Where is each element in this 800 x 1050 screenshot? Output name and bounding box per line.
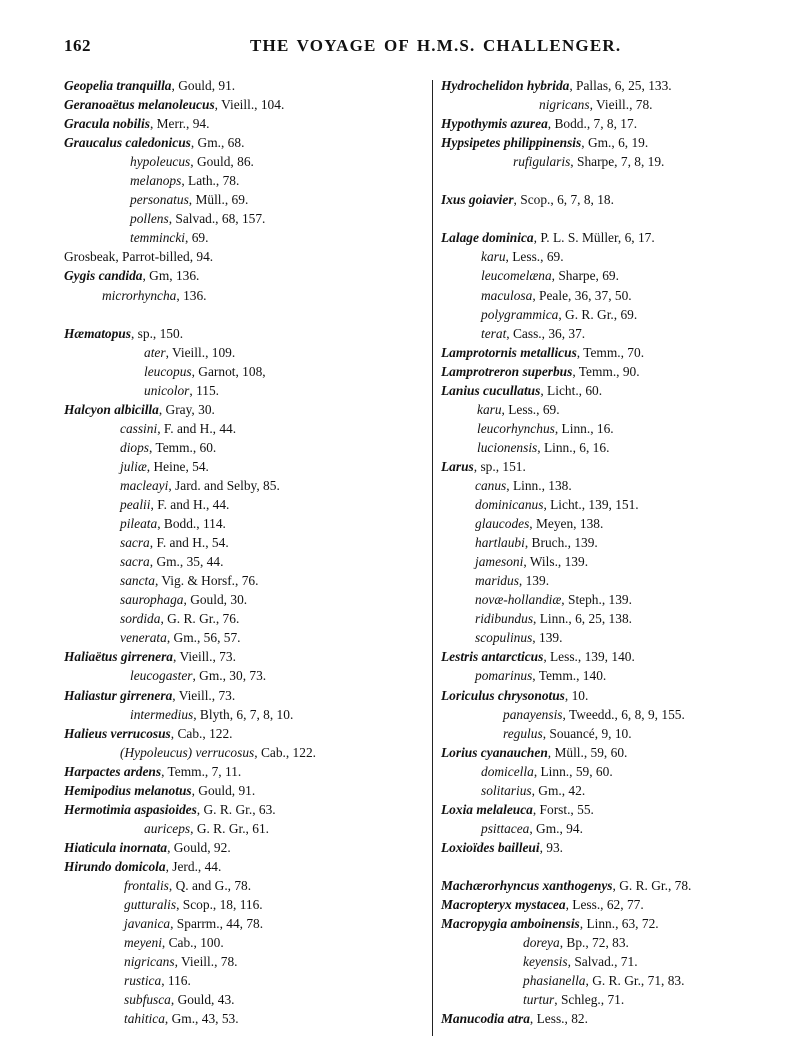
index-species-name: terat [481, 325, 507, 341]
index-species-name: rufigularis [513, 154, 571, 170]
index-entry [441, 990, 791, 1009]
index-citation: , Vieill., 73. [172, 687, 236, 703]
index-entry [64, 895, 434, 914]
index-species-name: diops [120, 439, 150, 455]
index-citation: , Scop., 6, 7, 8, 18. [513, 192, 614, 208]
index-entry [441, 1009, 791, 1028]
index-species-name: pileata [120, 516, 158, 532]
index-species-name: nigricans [124, 954, 175, 970]
index-entry [441, 952, 791, 971]
index-entry [64, 266, 434, 285]
index-citation: , Garnot, 108, [191, 363, 266, 379]
index-citation: , Cab., 122. [170, 725, 233, 741]
index-citation: , Vieill., 109. [165, 344, 236, 360]
index-entry [64, 552, 434, 571]
index-entry [64, 228, 434, 247]
index-citation: , Jard. and Selby, 85. [168, 477, 280, 493]
index-species-name: ridibundus [475, 611, 534, 627]
index-species-name: jamesoni [475, 554, 524, 570]
index-spacer [441, 209, 791, 228]
index-citation: , G. R. Gr., 71, 83. [585, 973, 685, 989]
index-species-name: turtur [523, 992, 555, 1008]
index-species-name: sacra [120, 554, 150, 570]
index-entry [64, 114, 434, 133]
index-entry [64, 686, 434, 705]
index-entry [441, 495, 791, 514]
index-citation: , Vig. & Horsf., 76. [154, 573, 259, 589]
index-subgenus-name: (Hypoleucus) verrucosus [120, 744, 255, 760]
index-spacer [441, 171, 791, 190]
index-entry [64, 914, 434, 933]
index-entry [441, 76, 791, 95]
index-citation: , Steph., 139. [561, 592, 632, 608]
index-citation: , Gray, 30. [158, 401, 215, 417]
index-species-name: leucomelæna [481, 268, 552, 284]
index-citation: , Tweedd., 6, 8, 9, 155. [562, 706, 685, 722]
index-entry [64, 495, 434, 514]
index-citation: , Scop., 18, 116. [176, 897, 263, 913]
index-species-name: karu [477, 401, 502, 417]
index-entry [64, 514, 434, 533]
index-genus-name: Lalage dominica [441, 230, 534, 246]
index-entry [441, 609, 791, 628]
index-citation: , Gould, 30. [183, 592, 248, 608]
index-citation: , Bp., 72, 83. [559, 935, 629, 951]
index-species-name: doreya [523, 935, 560, 951]
index-entry [64, 247, 434, 266]
index-genus-name: Larus [441, 458, 474, 474]
index-species-name: macleayi [120, 477, 169, 493]
index-entry [64, 533, 434, 552]
index-entry [64, 171, 434, 190]
index-citation: , Gould, 91. [191, 782, 256, 798]
index-citation: , Gm., 6, 19. [581, 135, 649, 151]
index-species-name: domicella [481, 763, 534, 779]
index-species-name: polygrammica [481, 306, 559, 322]
index-common-name: Grosbeak, Parrot-billed, 94. [64, 249, 214, 265]
index-citation: , Vieill., 78. [174, 954, 238, 970]
index-species-name: maridus [475, 573, 519, 589]
index-column-left [64, 76, 434, 1028]
index-citation: , G. R. Gr., 78. [612, 877, 692, 893]
index-citation: , 116. [161, 973, 191, 989]
index-entry [64, 952, 434, 971]
index-citation: , Pallas, 6, 25, 133. [569, 78, 672, 93]
index-citation: , Vieill., 78. [589, 97, 653, 113]
index-citation: , Linn., 16. [554, 420, 614, 436]
page-number: 162 [64, 36, 91, 55]
index-entry [64, 800, 434, 819]
index-species-name: novæ-hollandiæ [475, 592, 562, 608]
index-entry [441, 552, 791, 571]
index-species-name: sancta [120, 573, 155, 589]
index-genus-name: Ixus goiavier [441, 192, 514, 208]
index-entry [441, 819, 791, 838]
index-genus-name: Lamprotreron superbus [441, 363, 573, 379]
index-species-name: microrhyncha [102, 287, 177, 303]
index-species-name: subfusca [124, 992, 171, 1008]
index-citation: , Salvad., 71. [567, 954, 638, 970]
index-citation: , 10. [564, 687, 589, 703]
index-genus-name: Loxioïdes bailleui [441, 839, 540, 855]
index-genus-name: Hirundo domicola [64, 858, 166, 874]
index-entry [441, 590, 791, 609]
index-species-name: unicolor [144, 382, 190, 398]
index-entry [441, 533, 791, 552]
index-species-name: phasianella [523, 973, 586, 989]
index-species-name: psittacea [481, 820, 530, 836]
index-citation: , Less., 62, 77. [565, 897, 644, 913]
index-species-name: dominicanus [475, 497, 544, 513]
index-entry [64, 1009, 434, 1028]
index-spacer [441, 857, 791, 876]
index-species-name: nigricans [539, 97, 590, 113]
index-entry [441, 247, 791, 266]
index-citation: , F. and H., 44. [157, 420, 237, 436]
index-genus-name: Loriculus chrysonotus [441, 687, 565, 703]
index-entry [64, 628, 434, 647]
index-citation: , Bodd., 7, 8, 17. [547, 116, 638, 132]
index-species-name: javanica [124, 916, 171, 932]
index-entry [64, 838, 434, 857]
index-species-name: keyensis [523, 954, 568, 970]
index-entry [441, 133, 791, 152]
index-species-name: frontalis [124, 877, 169, 893]
index-species-name: ater [144, 344, 166, 360]
index-citation: , Gm., 68. [190, 135, 245, 151]
index-entry [64, 381, 434, 400]
index-citation: , P. L. S. Müller, 6, 17. [533, 230, 655, 246]
index-species-name: melanops [130, 173, 182, 189]
index-species-name: gutturalis [124, 897, 177, 913]
index-citation: , Q. and G., 78. [168, 877, 252, 893]
index-citation: , Linn., 6, 16. [537, 439, 610, 455]
index-citation: , G. R. Gr., 63. [196, 801, 276, 817]
index-genus-name: Loxia melaleuca [441, 801, 533, 817]
index-genus-name: Hypothymis azurea [441, 116, 548, 132]
index-species-name: leucopus [144, 363, 192, 379]
index-citation: , Wils., 139. [523, 554, 589, 570]
index-species-name: rustica [124, 973, 162, 989]
index-genus-name: Hæmatopus [64, 325, 131, 341]
index-citation: , Bodd., 114. [157, 516, 226, 532]
index-citation: , 139. [532, 630, 563, 646]
index-genus-name: Gracula nobilis [64, 116, 150, 132]
index-entry [441, 705, 791, 724]
index-genus-name: Machærorhyncus xanthogenys [441, 877, 613, 893]
index-column-right [441, 76, 791, 1028]
index-citation: , Müll., 59, 60. [547, 744, 628, 760]
index-genus-name: Hypsipetes philippinensis [441, 135, 582, 151]
index-entry [441, 666, 791, 685]
index-entry [441, 114, 791, 133]
index-species-name: personatus [130, 192, 189, 208]
index-genus-name: Geranoaëtus melanoleucus [64, 97, 215, 113]
index-entry [64, 362, 434, 381]
index-species-name: leucogaster [130, 668, 193, 684]
index-citation: , Licht., 60. [540, 382, 603, 398]
index-entry [441, 933, 791, 952]
index-entry [441, 571, 791, 590]
index-citation: , 139. [518, 573, 550, 589]
index-citation: , sp., 151. [473, 458, 526, 474]
index-entry [64, 209, 434, 228]
index-citation: , 93. [539, 839, 564, 855]
index-citation: , Gould, 91. [171, 78, 236, 93]
index-genus-name: Harpactes ardens [64, 763, 162, 779]
index-citation: , Less., 139, 140. [543, 649, 635, 665]
index-species-name: sacra [120, 535, 150, 551]
index-citation: , G. R. Gr., 76. [160, 611, 240, 627]
index-species-name: venerata [120, 630, 167, 646]
index-citation: , Gm, 136. [142, 268, 200, 284]
index-entry [441, 914, 791, 933]
column-divider [432, 80, 433, 1036]
index-citation: , G. R. Gr., 69. [558, 306, 638, 322]
index-citation: , 115. [189, 382, 220, 398]
index-entry [64, 152, 434, 171]
index-entry [64, 438, 434, 457]
index-citation: , F. and H., 54. [149, 535, 229, 551]
index-species-name: pollens [130, 211, 169, 227]
index-citation: , Vieill., 73. [173, 649, 236, 665]
index-entry [441, 628, 791, 647]
index-entry [64, 400, 434, 419]
index-entry [64, 609, 434, 628]
index-spacer [64, 305, 434, 324]
running-title: THE VOYAGE OF H.M.S. CHALLENGER. [250, 36, 622, 55]
index-citation: , Gould, 92. [167, 839, 231, 855]
index-citation: , Cab., 122. [254, 744, 316, 760]
index-entry [441, 305, 791, 324]
index-citation: , Temm., 60. [149, 439, 217, 455]
index-genus-name: Hemipodius melanotus [64, 782, 192, 798]
index-citation: , Temm., 7, 11. [161, 763, 242, 779]
index-genus-name: Hiaticula inornata [64, 839, 168, 855]
index-entry [441, 686, 791, 705]
index-species-name: maculosa [481, 287, 533, 303]
index-entry [441, 438, 791, 457]
index-entry [441, 476, 791, 495]
index-genus-name: Hydrochelidon hybrida [441, 78, 570, 93]
index-genus-name: Geopelia tranquilla [64, 78, 172, 93]
index-entry [441, 419, 791, 438]
index-genus-name: Halieus verrucosus [64, 725, 171, 741]
index-entry [64, 419, 434, 438]
index-citation: , Heine, 54. [146, 458, 209, 474]
index-entry [441, 381, 791, 400]
index-entry [64, 133, 434, 152]
index-entry [64, 971, 434, 990]
index-entry [64, 76, 434, 95]
index-entry [64, 724, 434, 743]
index-entry [64, 743, 434, 762]
index-citation: , Cab., 100. [161, 935, 224, 951]
index-genus-name: Gygis candida [64, 268, 143, 284]
index-genus-name: Macropygia amboinensis [441, 916, 580, 932]
index-species-name: lucionensis [477, 439, 538, 455]
index-entry [441, 724, 791, 743]
index-entry [64, 476, 434, 495]
index-citation: , Blyth, 6, 7, 8, 10. [193, 706, 294, 722]
index-entry [441, 647, 791, 666]
index-entry [64, 876, 434, 895]
index-species-name: solitarius [481, 782, 532, 798]
index-species-name: auriceps [144, 820, 191, 836]
index-entry [441, 743, 791, 762]
index-entry [64, 990, 434, 1009]
index-citation: , Peale, 36, 37, 50. [532, 287, 632, 303]
index-entry [441, 971, 791, 990]
index-citation: , sp., 150. [130, 325, 184, 341]
index-entry [441, 781, 791, 800]
index-genus-name: Lestris antarcticus [441, 649, 544, 665]
index-species-name: karu [481, 249, 506, 265]
index-species-name: cassini [120, 420, 158, 436]
index-entry [441, 362, 791, 381]
index-entry [441, 286, 791, 305]
index-citation: , Bruch., 139. [524, 535, 598, 551]
index-citation: , Gm., 94. [529, 820, 583, 836]
index-citation: , Schleg., 71. [554, 992, 625, 1008]
index-citation: , Linn., 6, 25, 138. [533, 611, 632, 627]
index-species-name: meyeni [124, 935, 162, 951]
index-entry [64, 857, 434, 876]
index-entry [441, 895, 791, 914]
index-citation: , Linn., 59, 60. [533, 763, 613, 779]
index-entry [64, 190, 434, 209]
index-citation: , Gould, 86. [190, 154, 254, 170]
index-entry [441, 876, 791, 895]
index-citation: , Gm., 56, 57. [166, 630, 241, 646]
index-entry [64, 705, 434, 724]
index-entry [441, 324, 791, 343]
index-citation: , Souancé, 9, 10. [542, 725, 632, 741]
index-genus-name: Lorius cyanauchen [441, 744, 548, 760]
index-genus-name: Lanius cucullatus [441, 382, 541, 398]
index-citation: , Gould, 43. [170, 992, 235, 1008]
index-citation: , Forst., 55. [532, 801, 594, 817]
index-entry [441, 400, 791, 419]
index-genus-name: Halcyon albicilla [64, 401, 159, 417]
index-citation: , Gm., 35, 44. [149, 554, 224, 570]
index-species-name: leucorhynchus [477, 420, 555, 436]
index-entry [64, 933, 434, 952]
index-species-name: hartlaubi [475, 535, 525, 551]
index-genus-name: Graucalus caledonicus [64, 135, 191, 151]
index-entry [441, 838, 791, 857]
index-citation: , Jerd., 44. [165, 858, 222, 874]
index-entry [441, 95, 791, 114]
index-citation: , Linn., 63, 72. [579, 916, 659, 932]
index-species-name: intermedius [130, 706, 194, 722]
index-species-name: saurophaga [120, 592, 184, 608]
index-citation: , Merr., 94. [149, 116, 210, 132]
index-entry [64, 647, 434, 666]
index-citation: , Less., 82. [529, 1011, 588, 1027]
index-citation: , Sparrm., 44, 78. [170, 916, 264, 932]
index-citation: , Temm., 140. [532, 668, 607, 684]
index-entry [441, 800, 791, 819]
index-entry [441, 152, 791, 171]
index-entry [64, 781, 434, 800]
index-species-name: regulus [503, 725, 543, 741]
index-citation: , Vieill., 104. [214, 97, 285, 113]
index-genus-name: Manucodia atra [441, 1011, 530, 1027]
index-citation: , Temm., 70. [576, 344, 645, 360]
index-citation: , F. and H., 44. [150, 497, 230, 513]
index-citation: , Temm., 90. [572, 363, 640, 379]
index-entry [64, 666, 434, 685]
index-citation: , Lath., 78. [181, 173, 240, 189]
index-citation: , Gm., 43, 53. [164, 1011, 239, 1027]
index-citation: , Müll., 69. [188, 192, 249, 208]
index-genus-name: Haliastur girrenera [64, 687, 173, 703]
index-citation: , Linn., 138. [506, 477, 572, 493]
index-citation: , 69. [185, 230, 209, 246]
index-citation: , Gm., 42. [531, 782, 586, 798]
index-citation: , G. R. Gr., 61. [190, 820, 269, 836]
index-entry [64, 286, 434, 305]
index-species-name: tahitica [124, 1011, 165, 1027]
index-citation: , Salvad., 68, 157. [168, 211, 266, 227]
index-entry [64, 571, 434, 590]
index-genus-name: Hermotimia aspasioides [64, 801, 197, 817]
index-citation: , Gm., 30, 73. [192, 668, 267, 684]
index-entry [64, 762, 434, 781]
index-species-name: hypoleucus [130, 154, 191, 170]
index-entry [64, 457, 434, 476]
index-entry [64, 343, 434, 362]
index-entry [64, 819, 434, 838]
index-entry [441, 457, 791, 476]
index-entry [441, 514, 791, 533]
index-species-name: panayensis [503, 706, 563, 722]
index-species-name: temmincki [130, 230, 186, 246]
index-species-name: canus [475, 477, 507, 493]
index-citation: , Sharpe, 7, 8, 19. [570, 154, 665, 170]
index-species-name: sordida [120, 611, 161, 627]
index-citation: , Meyen, 138. [529, 516, 604, 532]
index-genus-name: Macropteryx mystacea [441, 897, 566, 913]
index-entry [441, 343, 791, 362]
index-entry [64, 590, 434, 609]
index-citation: , Licht., 139, 151. [543, 497, 639, 513]
index-entry [64, 324, 434, 343]
index-entry [441, 762, 791, 781]
index-genus-name: Lamprotornis metallicus [441, 344, 577, 360]
index-citation: , Cass., 36, 37. [506, 325, 586, 341]
index-species-name: pealii [120, 497, 151, 513]
index-citation: , Less., 69. [501, 401, 560, 417]
index-entry [441, 228, 791, 247]
index-species-name: scopulinus [475, 630, 533, 646]
index-entry [441, 266, 791, 285]
index-genus-name: Haliaëtus girrenera [64, 649, 173, 665]
index-species-name: pomarinus [475, 668, 533, 684]
index-entry [441, 190, 791, 209]
index-species-name: juliæ [120, 458, 147, 474]
index-species-name: glaucodes [475, 516, 530, 532]
index-citation: , 136. [176, 287, 207, 303]
index-citation: , Sharpe, 69. [551, 268, 619, 284]
index-entry [64, 95, 434, 114]
index-citation: , Less., 69. [505, 249, 564, 265]
